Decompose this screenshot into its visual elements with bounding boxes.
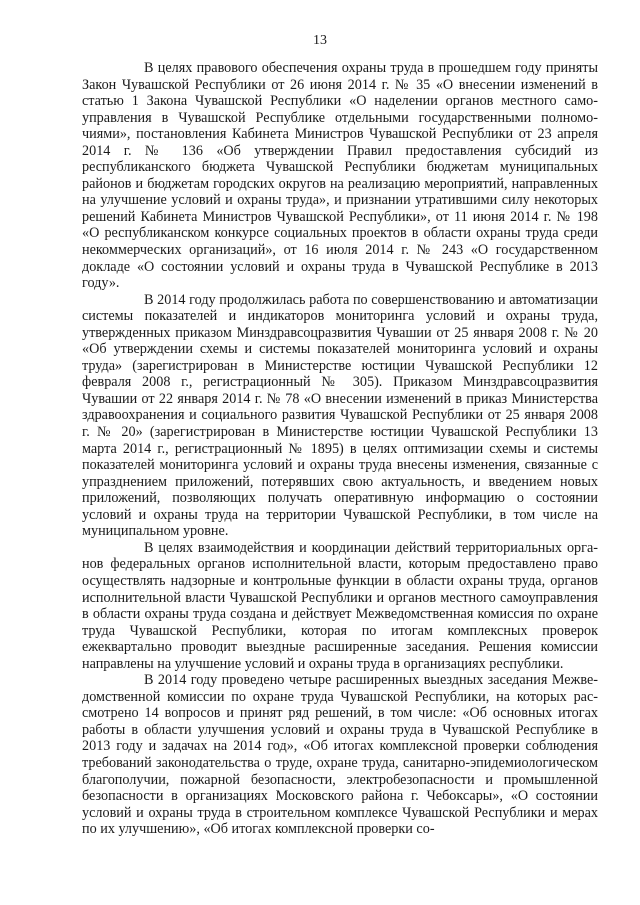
- body-text: [82, 60, 598, 838]
- paragraph-legal-acts: В целях правового обеспечения охраны труда в прошедшем году приняты Закон Чувашской Республики от 26 июня 2014 г. № 35 «О внесении изменений в статью 1 Закона Чувашской Республики «О наделении органов местного самоуправления в Чувашской Республике отдельными государственными полномочиями», постановления Кабинета Министров Чувашской Республики от 23 апреля 2014 г. № 136 «Об утверждении Правил предоставления субсидий из республиканского бюджета Чувашской Республики бюджетам муниципальных районов и бюджетам городских округов на реализацию мероприятий, направленных на улучшение условий и охраны труда», и признании утратившими силу некоторых решений Кабинета Министров Чувашской Республики», от 11 июня 2014 г. № 198 «О республиканском конкурсе социальных проектов в области охраны труда среди некоммерческих организаций», от 16 июля 2014 г. № 243 «О государственном докладе «О состоянии условий и охраны труда в Чувашской Республике в 2013 году».: [82, 60, 598, 292]
- page-number: 13: [313, 33, 327, 48]
- paragraph-commission-meetings: В 2014 году проведено четыре расширенных выездных заседания Межведомственной комиссии по охране труда Чувашской Республики, на которых рассмотрено 14 вопросов и принят ряд решений, в том числе: «Об основных итогах работы в области улучшения условий и охраны труда в Чувашской Республике в 2013 году и задачах на 2014 год», «Об итогах комплексной проверки соблюдения требований законодательства о труде, охране труда, санитарно-эпидемиологическом благополучии, пожарной безопасности, электробезопасности и промышленной безопасности в организациях Московского района г. Чебоксары», «О состоянии условий и охраны труда в строительном комплексе Чувашской Республики и мерах по их улучшению», «Об итогах комплексной проверки со-: [82, 672, 598, 838]
- paragraph-monitoring-system: В 2014 году продолжилась работа по совершенствованию и автоматизации системы показателей и индикаторов мониторинга условий и охраны труда, утвержденных приказом Минздравсоцразвития Чувашии от 25 января 2008 г. № 20 «Об утверждении схемы и системы показателей мониторинга условий и охраны труда» (зарегистрирован в Министерстве юстиции Чувашской Республики 12 февраля 2008 г., регистрационный № 305). Приказом Минздравсоцразвития Чувашии от 22 января 2014 г. № 78 «О внесении изменений в приказ Министерства здравоохранения и социального развития Чувашской Республики от 25 января 2008 г. № 20» (зарегистрирован в Министерстве юстиции Чувашской Республики 13 марта 2014 г., регистрационный № 1895) в целях оптимизации схемы и системы показателей мониторинга условий и охраны труда внесены изменения, связанные с упразднением приложений, потерявших свою актуальность, и введением новых приложений, позволяющих получать оперативную информацию о состоянии условий и охраны труда на территории Чувашской Республики, в том числе на муниципальном уровне.: [82, 291, 598, 540]
- paragraph-interagency-commission: В целях взаимодействия и координации действий территориальных органов федеральных органов исполнительной власти, которым предоставлено право осуществлять надзорные и контрольные функции в области охраны труда, органов исполнительной власти Чувашской Республики и органов местного самоуправления в области охраны труда создана и действует Межведомственная комиссия по охране труда Чувашской Республики, которая по итогам комплексных проверок ежеквартально проводит выездные расширенные заседания. Решения комиссии направлены на улучшение условий и охраны труда в организациях республики.: [82, 539, 598, 672]
